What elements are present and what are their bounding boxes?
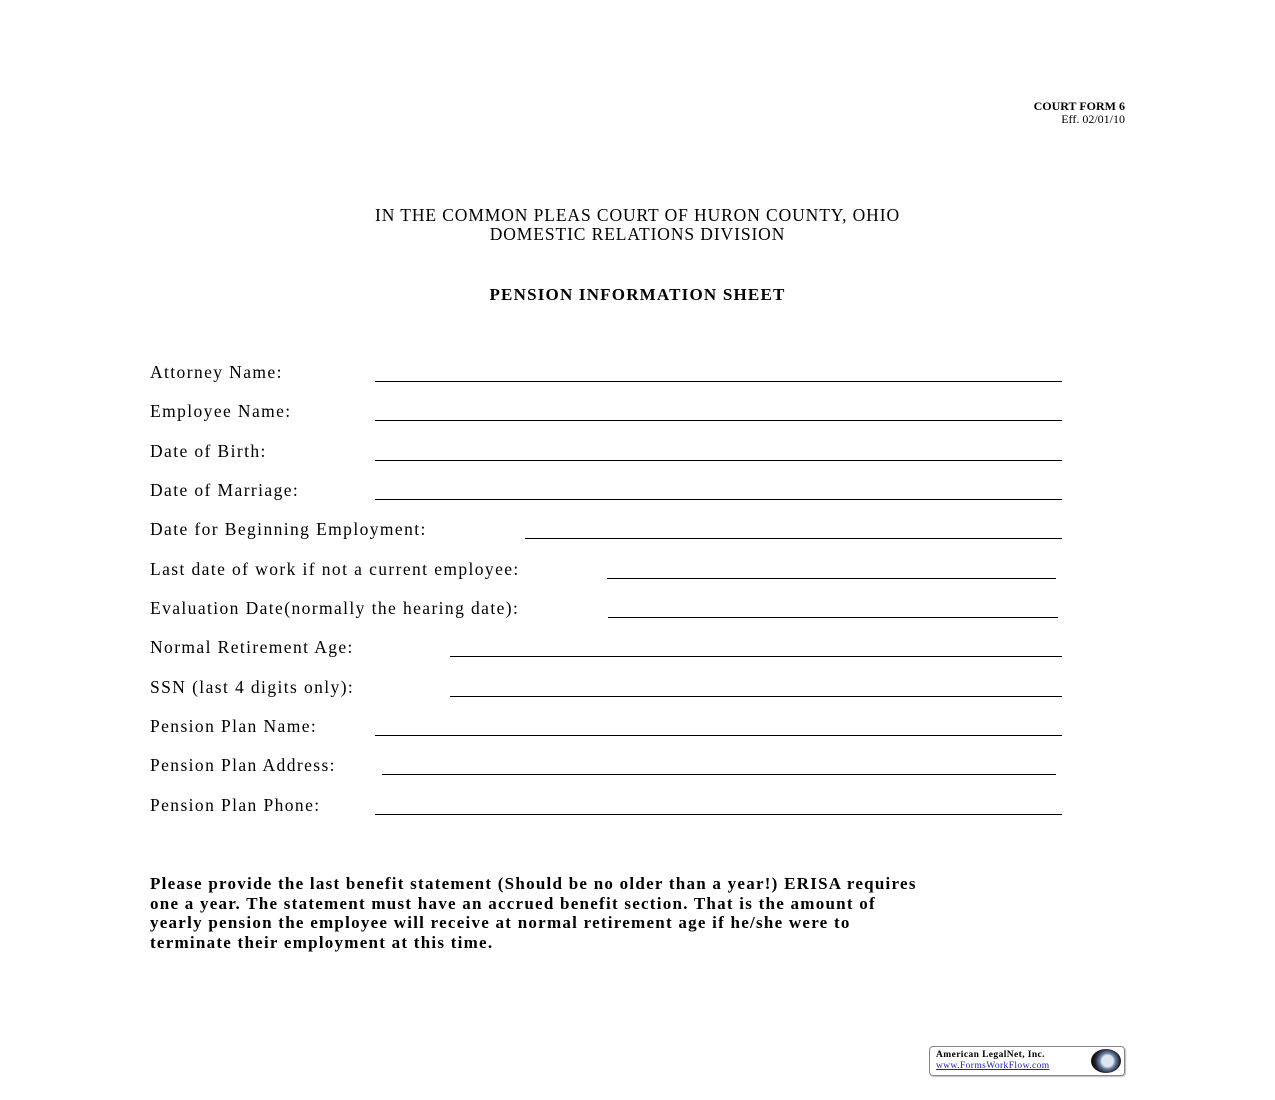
instructions-line: yearly pension the employee will receive at normal retirement age if he/she were to [150,913,851,933]
instructions-line: terminate their employment at this time. [150,933,494,953]
input-line[interactable] [375,735,1062,736]
field-label: Normal Retirement Age: [150,637,354,657]
field-label: Pension Plan Name: [150,716,318,736]
input-line[interactable] [608,617,1058,618]
field-label: Attorney Name: [150,362,283,382]
field-pension-plan-address [150,755,1070,777]
input-line[interactable] [375,420,1062,421]
input-line[interactable] [375,814,1062,815]
effective-date: Eff. 02/01/10 [1061,112,1125,126]
input-line[interactable] [382,774,1056,775]
field-evaluation-date [150,598,1070,620]
field-last-date-of-work [150,559,1070,581]
field-label: Pension Plan Phone: [150,795,321,815]
field-label: Pension Plan Address: [150,755,336,775]
field-normal-retirement-age [150,637,1070,659]
field-label: Employee Name: [150,401,292,421]
field-employee-name [150,401,1070,423]
field-ssn [150,677,1070,699]
footer-logo [929,1046,1125,1076]
input-line[interactable] [375,381,1062,382]
input-line[interactable] [525,538,1062,539]
field-label: Evaluation Date(normally the hearing date): [150,598,520,618]
field-label: Date for Beginning Employment: [150,519,427,539]
field-label: Date of Marriage: [150,480,300,500]
court-heading [0,206,1275,244]
input-line[interactable] [607,578,1056,579]
field-date-of-birth [150,441,1070,463]
court-name: IN THE COMMON PLEAS COURT OF HURON COUNTY, OHIO [375,205,900,225]
field-beginning-employment [150,519,1070,541]
input-line[interactable] [375,499,1062,500]
field-label: Last date of work if not a current employee: [150,559,520,579]
court-division: DOMESTIC RELATIONS DIVISION [489,224,786,244]
field-attorney-name [150,362,1070,384]
field-pension-plan-phone [150,795,1070,817]
globe-icon [1091,1049,1121,1073]
instructions-line: Please provide the last benefit statement (Should be no older than a year!) ERISA requires [150,874,917,893]
input-line[interactable] [450,656,1062,657]
field-label: SSN (last 4 digits only): [150,677,355,697]
page-title: PENSION INFORMATION SHEET [489,285,786,304]
input-line[interactable] [375,460,1062,461]
instructions-paragraph [150,874,1140,953]
logo-company: American LegalNet, Inc. [936,1050,1045,1060]
logo-url-link[interactable]: www.FormsWorkFlow.com [936,1061,1050,1071]
field-label: Date of Birth: [150,441,267,461]
field-pension-plan-name [150,716,1070,738]
form-number: COURT FORM 6 [1033,99,1125,113]
input-line[interactable] [450,696,1062,697]
field-date-of-marriage [150,480,1070,502]
instructions-line: one a year. The statement must have an accrued benefit section. That is the amount of [150,893,876,913]
form-header [1034,100,1125,126]
